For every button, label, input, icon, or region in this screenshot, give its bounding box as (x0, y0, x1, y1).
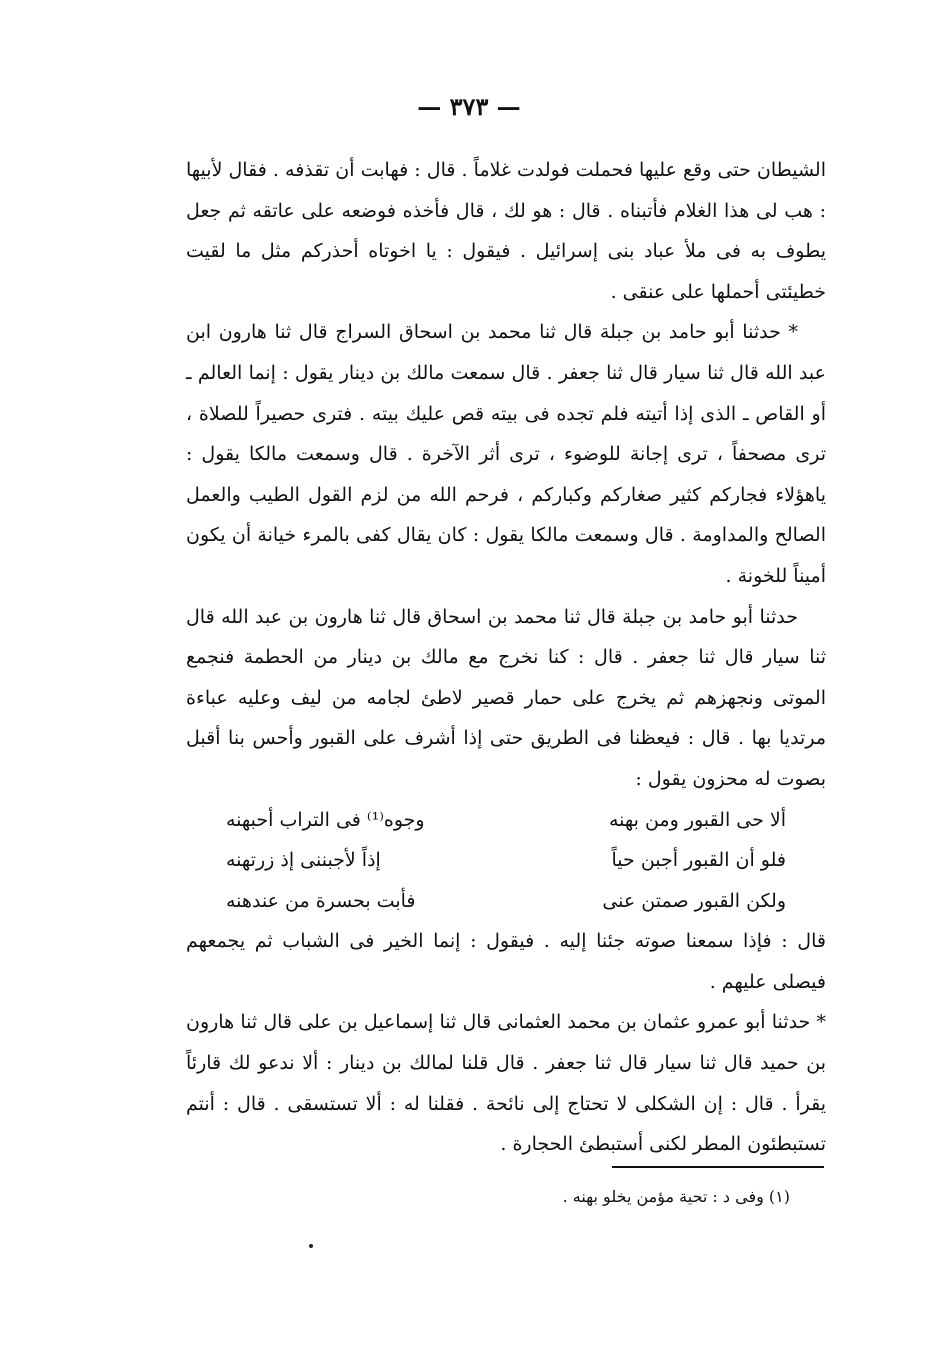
poem (226, 800, 786, 922)
poem-verse-2 (226, 840, 786, 881)
ink-speck (309, 1244, 313, 1248)
paragraph-1: الشيطان حتى وقع عليها فحملت فولدت غلاماً . قال : فهابت أن تقذفه . فقال لأبيها : هب لى هذا الغلام فأتبناه . قال : هو لك ، قال فأخذه فوضعه على عاتقه ثم جعل يطوف به فى ملأ عباد بنى إسرائيل . فيقول : يا اخوتاه أحذركم مثل ما لقيت خطيئتى أحملها على عنقى . (186, 159, 826, 303)
footnote-separator (612, 1166, 824, 1168)
page-number: — ٣٧٣ — (417, 92, 521, 121)
paragraph-5: * حدثنا أبو عمرو عثمان بن محمد العثمانى قال ثنا إسماعيل بن على قال ثنا هارون بن حميد قال ثنا سيار قال ثنا جعفر . قال قلنا لمالك بن دينار : ألا ندعو لك قارئاً يقرأ . قال : إن الشكلى لا تحتاج إلى نائحة . فقلنا له : ألا تستسقى . قال : أنتم تستبطئون المطر لكنى أستبطئ الحجارة . (186, 1011, 826, 1156)
poem-verse-1 (226, 800, 786, 841)
paragraph-2: * حدثنا أبو حامد بن جبلة قال ثنا محمد بن اسحاق السراج قال ثنا هارون ابن عبد الله قال ثنا سيار قال ثنا جعفر . قال سمعت مالك بن دينار يقول : إنما العالم ـ أو القاص ـ الذى إذا أتيته فلم تجده فى بيته قص عليك بيته . فترى حصيراً للصلاة ، ترى مصحفاً ، ترى إجانة للوضوء ، ترى أثر الآخرة . قال وسمعت مالكا يقول : ياهؤلاء فجاركم كثير صغاركم وكباركم ، فرحم الله من لزم القول الطيب والعمل الصالح والمداومة . قال وسمعت مالكا يقول : كان يقال كفى بالمرء خيانة أن يكون أميناً للخونة . (186, 321, 826, 587)
paragraph-3: حدثنا أبو حامد بن جبلة قال ثنا محمد بن اسحاق قال ثنا هارون بن عبد الله قال ثنا سيار قال ثنا جعفر . قال : كنا نخرج مع مالك بن دينار من الحطمة فنجمع الموتى ونجهزهم ثم يخرج على حمار قصير لاطئ لجامه من ليف وعليه عباءة مرتديا بها . قال : فيعظنا فى الطريق حتى إذا أشرف على القبور وأحس بنا أقبل بصوت له محزون يقول : (186, 605, 826, 790)
verse-2-first-hemistich: فلو أن القبور أجبن حياً (611, 849, 786, 872)
footnote: (١) وفى د : تحية مؤمن يخلو بهنه . (562, 1187, 790, 1206)
verse-2-second-hemistich: إذاً لأجبننى إذ زرتهنه (226, 849, 381, 872)
verse-3-first-hemistich: ولكن القبور صمتن عنى (602, 889, 786, 912)
verse-1-first-hemistich: ألا حى القبور ومن بهنه (608, 808, 786, 831)
poem-verse-3 (226, 881, 786, 922)
paragraph-4: قال : فإذا سمعنا صوته جئنا إليه . فيقول : إنما الخير فى الشباب ثم يجمعهم فيصلى عليهم . (186, 930, 826, 993)
verse-3-second-hemistich: فأبت بحسرة من عندهنه (226, 889, 416, 912)
main-text (186, 150, 826, 1165)
verse-1-second-hemistich: وجوه⁽¹⁾ فى التراب أحبهنه (226, 808, 425, 831)
